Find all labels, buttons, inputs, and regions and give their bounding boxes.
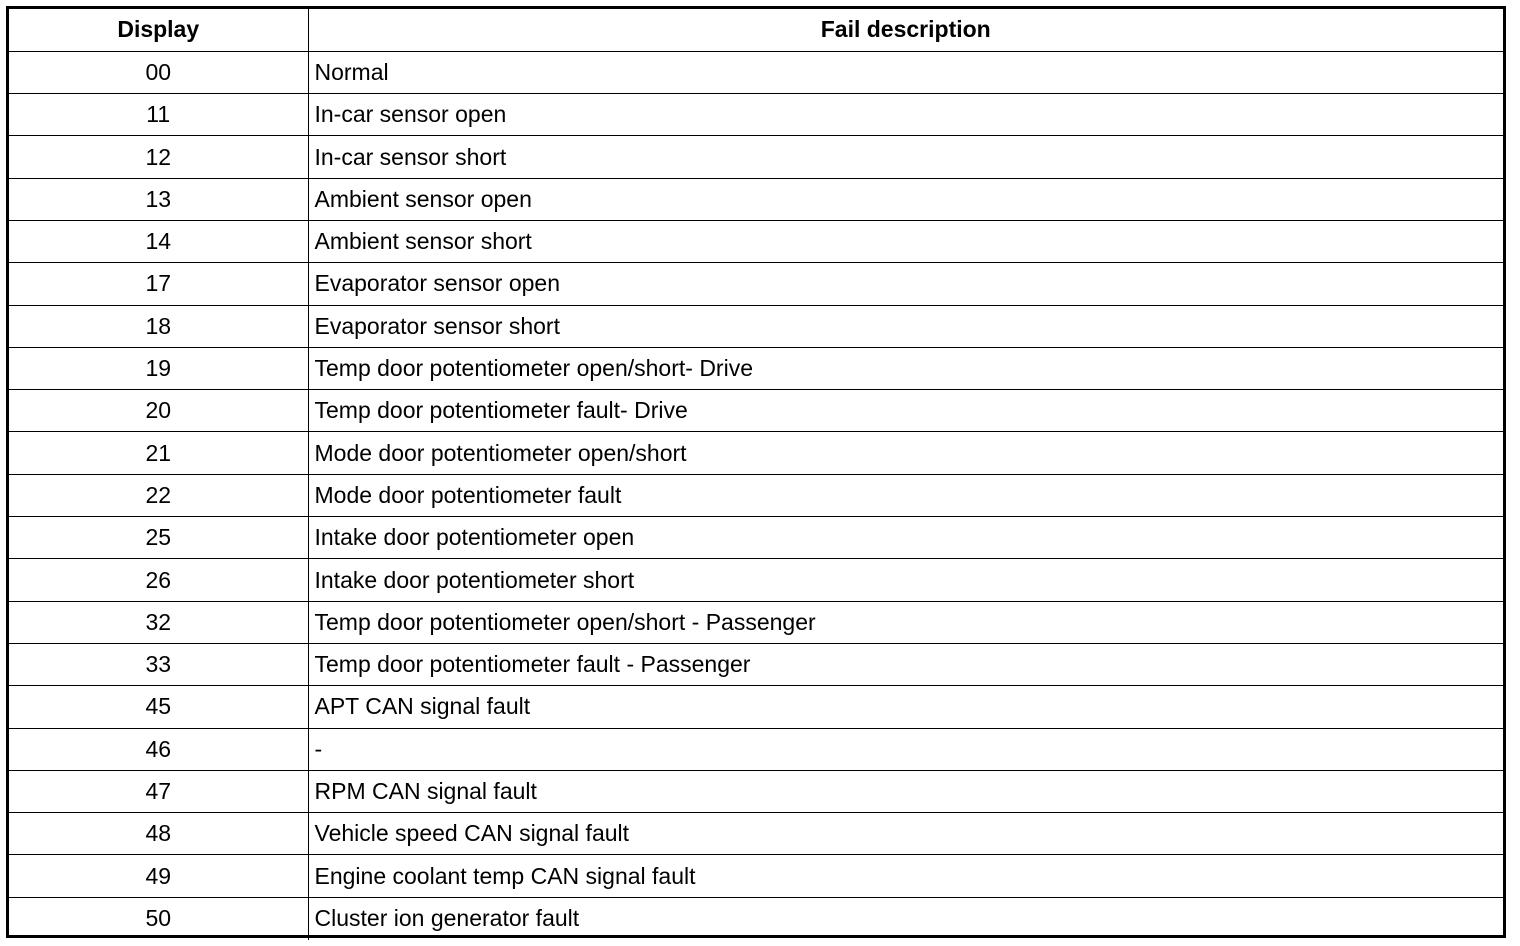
table-row xyxy=(9,686,1503,728)
display-code-cell: 13 xyxy=(9,178,308,220)
fail-code-table-container xyxy=(6,6,1506,938)
table-row xyxy=(9,263,1503,305)
display-code-cell: 50 xyxy=(9,897,308,939)
fail-description-cell: Intake door potentiometer short xyxy=(308,559,1503,601)
fail-description-cell: RPM CAN signal fault xyxy=(308,770,1503,812)
display-code-cell: 12 xyxy=(9,136,308,178)
display-code-cell: 11 xyxy=(9,94,308,136)
table-row xyxy=(9,347,1503,389)
display-code-cell: 22 xyxy=(9,474,308,516)
display-code-cell: 14 xyxy=(9,220,308,262)
fail-description-cell: Ambient sensor short xyxy=(308,220,1503,262)
fail-description-cell: - xyxy=(308,728,1503,770)
fail-description-cell: Mode door potentiometer open/short xyxy=(308,432,1503,474)
display-column-header: Display xyxy=(9,9,308,51)
fail-description-cell: Normal xyxy=(308,51,1503,93)
table-row xyxy=(9,559,1503,601)
table-row xyxy=(9,855,1503,897)
table-row xyxy=(9,51,1503,93)
table-row xyxy=(9,178,1503,220)
display-code-cell: 18 xyxy=(9,305,308,347)
fail-code-table xyxy=(9,9,1503,940)
display-code-cell: 45 xyxy=(9,686,308,728)
fail-description-cell: Mode door potentiometer fault xyxy=(308,474,1503,516)
display-code-cell: 26 xyxy=(9,559,308,601)
display-code-cell: 33 xyxy=(9,643,308,685)
fail-description-cell: Evaporator sensor short xyxy=(308,305,1503,347)
fail-description-cell: Engine coolant temp CAN signal fault xyxy=(308,855,1503,897)
table-row xyxy=(9,94,1503,136)
fail-description-cell: Vehicle speed CAN signal fault xyxy=(308,813,1503,855)
fail-description-cell: Temp door potentiometer fault- Drive xyxy=(308,390,1503,432)
fail-description-cell: In-car sensor open xyxy=(308,94,1503,136)
fail-description-cell: In-car sensor short xyxy=(308,136,1503,178)
table-row xyxy=(9,220,1503,262)
display-code-cell: 21 xyxy=(9,432,308,474)
display-code-cell: 48 xyxy=(9,813,308,855)
display-code-cell: 19 xyxy=(9,347,308,389)
display-code-cell: 49 xyxy=(9,855,308,897)
fail-description-cell: Intake door potentiometer open xyxy=(308,517,1503,559)
table-row xyxy=(9,517,1503,559)
table-row xyxy=(9,770,1503,812)
table-row xyxy=(9,390,1503,432)
table-row xyxy=(9,813,1503,855)
table-row xyxy=(9,432,1503,474)
display-code-cell: 20 xyxy=(9,390,308,432)
fail-description-cell: APT CAN signal fault xyxy=(308,686,1503,728)
table-header-row xyxy=(9,9,1503,51)
display-code-cell: 47 xyxy=(9,770,308,812)
display-code-cell: 32 xyxy=(9,601,308,643)
fail-description-cell: Temp door potentiometer open/short- Drive xyxy=(308,347,1503,389)
table-row xyxy=(9,728,1503,770)
table-row xyxy=(9,474,1503,516)
fail-description-cell: Ambient sensor open xyxy=(308,178,1503,220)
display-code-cell: 25 xyxy=(9,517,308,559)
table-row xyxy=(9,601,1503,643)
table-row xyxy=(9,897,1503,939)
fail-description-cell: Evaporator sensor open xyxy=(308,263,1503,305)
fail-description-cell: Cluster ion generator fault xyxy=(308,897,1503,939)
table-row xyxy=(9,643,1503,685)
display-code-cell: 00 xyxy=(9,51,308,93)
table-row xyxy=(9,305,1503,347)
display-code-cell: 46 xyxy=(9,728,308,770)
table-body xyxy=(9,51,1503,939)
display-code-cell: 17 xyxy=(9,263,308,305)
fail-description-column-header: Fail description xyxy=(308,9,1503,51)
table-row xyxy=(9,136,1503,178)
fail-description-cell: Temp door potentiometer fault - Passenger xyxy=(308,643,1503,685)
fail-description-cell: Temp door potentiometer open/short - Passenger xyxy=(308,601,1503,643)
